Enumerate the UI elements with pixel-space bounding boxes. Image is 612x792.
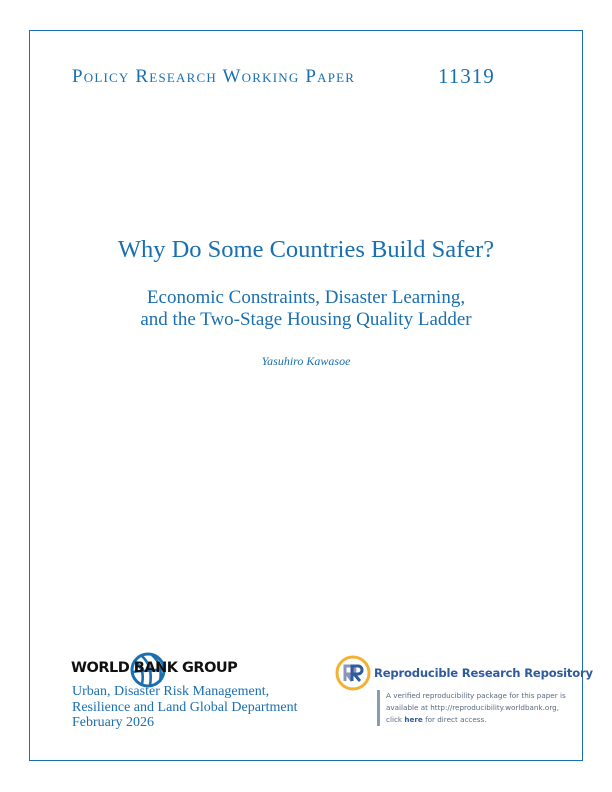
note-line-1: A verified reproducibility package for this paper is	[386, 691, 566, 700]
department-line-1: Urban, Disaster Risk Management,	[72, 684, 270, 699]
author-name: Yasuhiro Kawasoe	[261, 354, 351, 368]
note-end-text: for direct access.	[422, 715, 487, 724]
repository-logo-icon	[335, 655, 371, 691]
department-line-2: Resilience and Land Global Department	[72, 699, 298, 715]
publication-date: February 2026	[72, 715, 155, 730]
repository-name: Reproducible Research Repository	[374, 666, 593, 680]
org-name: WORLD BANK GROUP	[71, 660, 238, 676]
repository-note	[386, 690, 586, 726]
note-click-text: click	[386, 715, 405, 724]
paper-subtitle	[40, 287, 572, 331]
subtitle-line-2: and the Two-Stage Housing Quality Ladder	[140, 309, 472, 330]
subtitle-line-1: Economic Constraints, Disaster Learning,	[146, 287, 466, 308]
department	[72, 684, 297, 715]
note-divider	[377, 690, 380, 726]
paper-number: 11319	[438, 64, 495, 88]
here-link[interactable]: here	[404, 715, 423, 724]
paper-title: Why Do Some Countries Build Safer?	[117, 236, 495, 263]
note-line-3	[386, 714, 586, 726]
note-line-2: available at http://reproducibility.worldbank.org,	[386, 703, 560, 712]
series-title: Policy Research Working Paper	[72, 66, 356, 87]
